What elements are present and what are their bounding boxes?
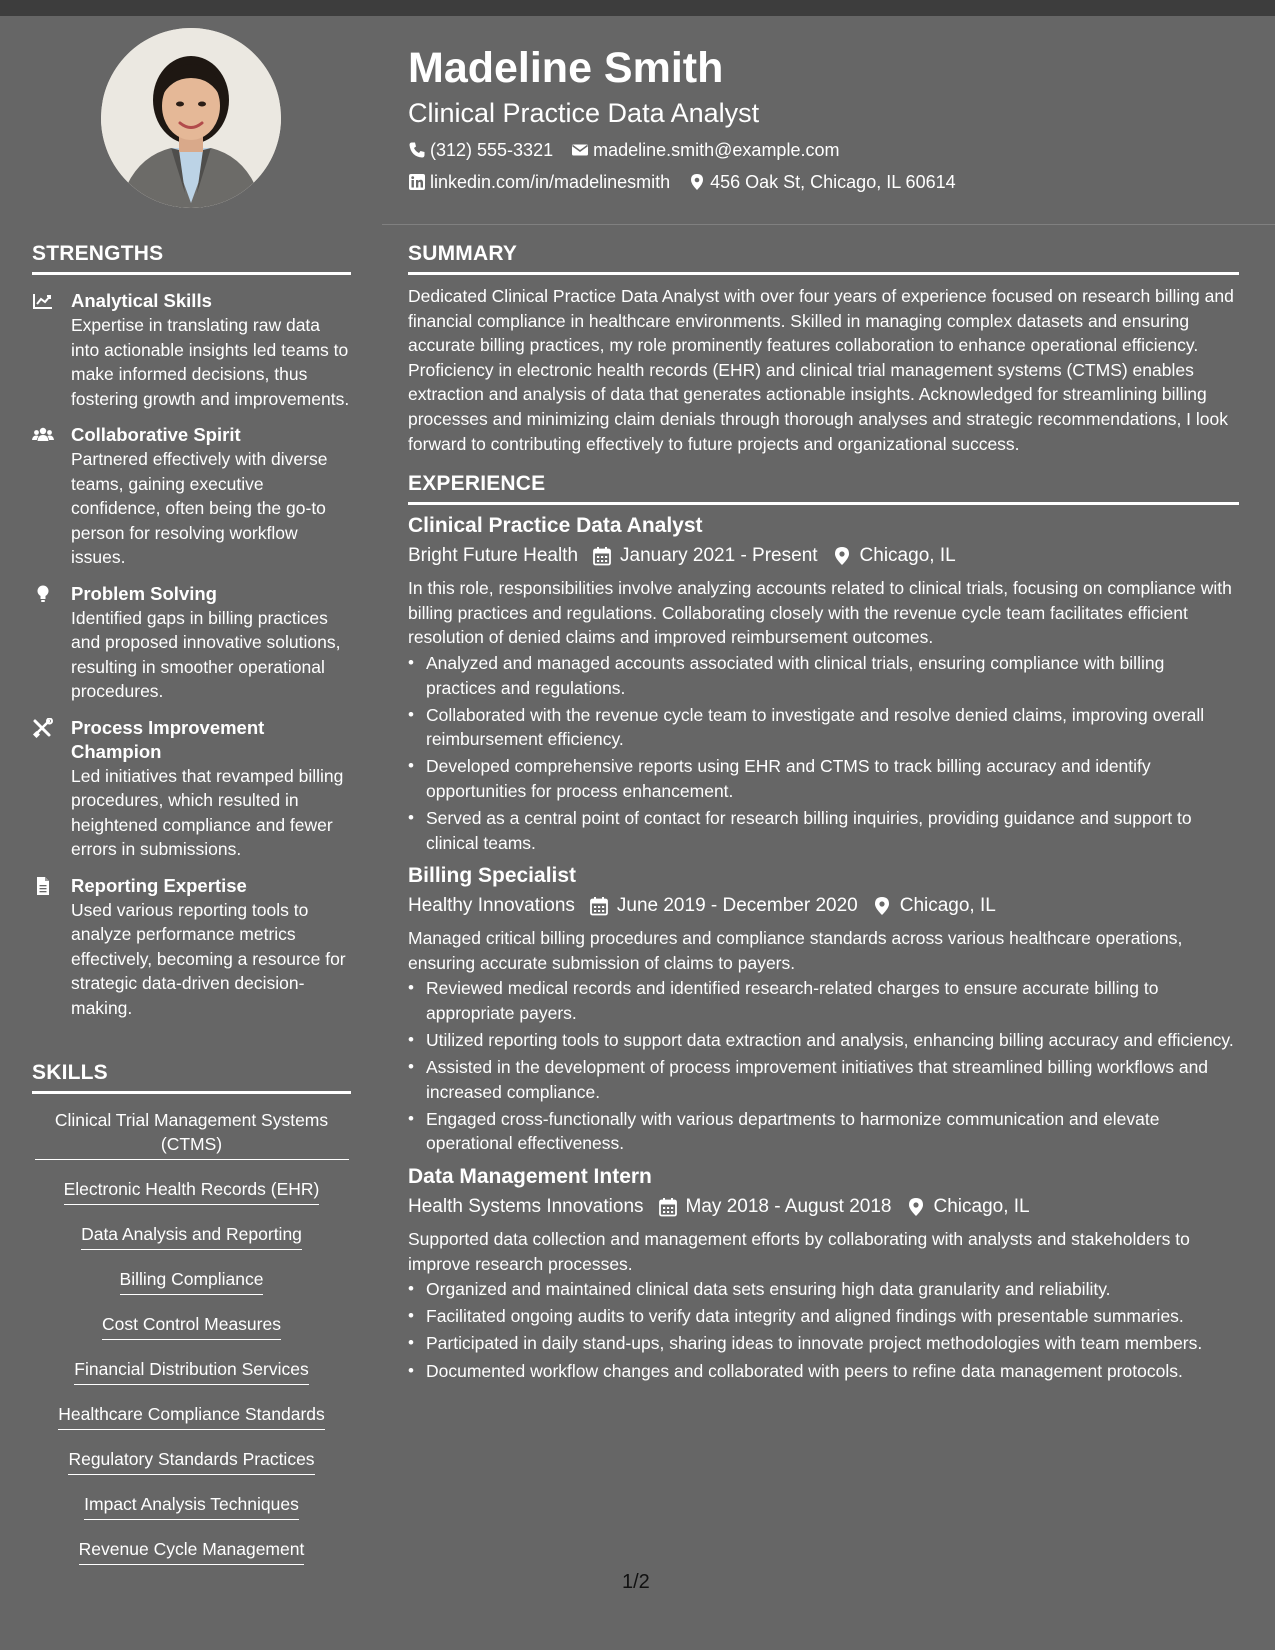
skills-list bbox=[32, 1108, 351, 1565]
job-meta bbox=[408, 892, 1239, 920]
contact-row-2 bbox=[408, 170, 1238, 194]
job-title: Billing Specialist bbox=[408, 864, 577, 888]
candidate-title: Clinical Practice Data Analyst bbox=[408, 98, 760, 128]
job-dates bbox=[592, 542, 818, 570]
skill-item bbox=[32, 1108, 351, 1160]
job-title: Clinical Practice Data Analyst bbox=[408, 514, 703, 538]
strength-description: Identified gaps in billing practices and proposed innovative solutions, resulting in smoother operational procedures. bbox=[71, 607, 341, 701]
job-company bbox=[408, 542, 578, 570]
phone-text: (312) 555-3321 bbox=[430, 140, 554, 160]
tools-icon bbox=[32, 718, 54, 738]
experience-section bbox=[408, 472, 1239, 1383]
dates-text: June 2019 - December 2020 bbox=[616, 895, 858, 917]
skill-item bbox=[32, 1267, 351, 1295]
company-name: Bright Future Health bbox=[408, 545, 579, 567]
strength-title: Reporting Expertise bbox=[71, 874, 247, 896]
skill-item bbox=[32, 1312, 351, 1340]
skill-item bbox=[32, 1537, 351, 1565]
job-dates bbox=[589, 892, 858, 920]
bullet-item: • Assisted in the development of process improvement initiatives that streamlined billing workflows and increased compliance. bbox=[408, 1055, 1239, 1104]
envelope-icon bbox=[571, 141, 589, 159]
linkedin-text: linkedin.com/in/madelinesmith bbox=[430, 172, 671, 192]
company-name: Healthy Innovations bbox=[408, 895, 575, 917]
page-number: 1/2 bbox=[622, 1571, 650, 1593]
strength-title: Analytical Skills bbox=[71, 290, 212, 311]
location-text: Chicago, IL bbox=[933, 1196, 1030, 1218]
lightbulb-icon bbox=[32, 584, 54, 604]
dates-text: January 2021 - Present bbox=[620, 545, 818, 567]
skill-item bbox=[32, 1177, 351, 1205]
email-text: madeline.smith@example.com bbox=[593, 140, 840, 160]
summary-text: Dedicated Clinical Practice Data Analyst with over four years of experience focused on research billing and financial compliance in healthcare environments. Skilled in managing complex datasets and ensuring accurate billing practices, my role prominently features collaboration to enhance operational efficiency. Proficiency in electronic health records (EHR) and clinical trial management systems (CTMS) enables extraction and analysis of data that generates actionable insights. Acknowledged for streamlining billing processes and minimizing claim denials through thorough analyses and strategic recommendations, I look forward to contributing effectively to future projects and organizational success. bbox=[408, 286, 1234, 454]
job-location bbox=[906, 1193, 1030, 1221]
phone-contact[interactable] bbox=[408, 138, 553, 162]
job-bullets bbox=[408, 976, 1239, 1156]
skill-item bbox=[32, 1357, 351, 1385]
skills-heading: SKILLS bbox=[32, 1061, 351, 1094]
skill-label: Financial Distribution Services bbox=[74, 1357, 308, 1385]
address-contact bbox=[688, 170, 956, 194]
strength-description: Led initiatives that revamped billing procedures, which resulted in heightened compliance and fewer errors in submissions. bbox=[71, 765, 344, 859]
experience-heading: EXPERIENCE bbox=[408, 472, 1239, 505]
skill-label: Healthcare Compliance Standards bbox=[58, 1402, 325, 1430]
map-marker-icon bbox=[906, 1197, 926, 1217]
strength-title: Process Improvement Champion bbox=[71, 716, 265, 762]
job-location bbox=[872, 892, 996, 920]
summary-heading: SUMMARY bbox=[408, 242, 1239, 275]
document-icon bbox=[32, 876, 54, 896]
main-column bbox=[408, 242, 1239, 1386]
bullet-item: • Served as a central point of contact for research billing inquiries, providing guidance and support to clinical teams. bbox=[408, 806, 1239, 855]
bullet-item: • Documented workflow changes and collaborated with peers to refine data management protocols. bbox=[408, 1359, 1239, 1384]
strength-description: Expertise in translating raw data into actionable insights led teams to make informed decisions, thus fostering growth and improvements. bbox=[71, 315, 350, 409]
job-bullets bbox=[408, 651, 1239, 855]
skill-item bbox=[32, 1492, 351, 1520]
skill-label: Data Analysis and Reporting bbox=[81, 1222, 302, 1250]
resume-header bbox=[408, 40, 1238, 194]
map-marker-icon bbox=[832, 546, 852, 566]
contact-row-1 bbox=[408, 138, 1238, 162]
location-text: Chicago, IL bbox=[859, 545, 956, 567]
candidate-name: Madeline Smith bbox=[408, 44, 724, 92]
strength-item bbox=[32, 716, 351, 862]
address-text: 456 Oak St, Chicago, IL 60614 bbox=[710, 172, 956, 192]
bullet-item: • Analyzed and managed accounts associated with clinical trials, ensuring compliance with billing practices and regulations. bbox=[408, 651, 1239, 700]
skill-item bbox=[32, 1402, 351, 1430]
strength-item bbox=[32, 582, 351, 704]
linkedin-contact[interactable] bbox=[408, 170, 670, 194]
skills-section bbox=[32, 1061, 351, 1582]
job-entry bbox=[408, 511, 1239, 855]
bullet-item: • Participated in daily stand-ups, sharing ideas to innovate project methodologies with team members. bbox=[408, 1331, 1239, 1356]
strength-item bbox=[32, 423, 351, 570]
job-meta bbox=[408, 542, 1239, 570]
strength-item bbox=[32, 289, 351, 411]
company-name: Health Systems Innovations bbox=[408, 1196, 644, 1218]
header-divider bbox=[382, 224, 1275, 225]
job-meta bbox=[408, 1193, 1239, 1221]
calendar-icon bbox=[589, 896, 609, 916]
strength-title: Problem Solving bbox=[71, 582, 217, 604]
strength-item bbox=[32, 874, 351, 1021]
top-bar bbox=[0, 0, 1275, 16]
job-dates bbox=[658, 1193, 892, 1221]
job-company bbox=[408, 1193, 644, 1221]
phone-icon bbox=[408, 141, 426, 159]
chart-line-icon bbox=[32, 291, 54, 311]
skill-item bbox=[32, 1222, 351, 1250]
bullet-item: • Engaged cross-functionally with various departments to harmonize communication and elevate operational effectiveness. bbox=[408, 1107, 1239, 1156]
job-company bbox=[408, 892, 575, 920]
calendar-icon bbox=[592, 546, 612, 566]
job-bullets bbox=[408, 1277, 1239, 1383]
calendar-icon bbox=[658, 1197, 678, 1217]
strengths-heading: STRENGTHS bbox=[32, 242, 351, 275]
location-text: Chicago, IL bbox=[899, 895, 996, 917]
strength-title: Collaborative Spirit bbox=[71, 424, 241, 445]
summary-section bbox=[408, 242, 1239, 456]
email-contact[interactable] bbox=[571, 138, 839, 162]
job-title: Data Management Intern bbox=[408, 1165, 652, 1189]
skill-label: Revenue Cycle Management bbox=[79, 1537, 305, 1565]
dates-text: May 2018 - August 2018 bbox=[685, 1196, 892, 1218]
map-marker-icon bbox=[688, 173, 706, 191]
skill-label: Cost Control Measures bbox=[102, 1312, 281, 1340]
job-description: Managed critical billing procedures and compliance standards across various healthcare operations, ensuring accurate submission of claims to payers. bbox=[408, 928, 1183, 973]
skill-label: Electronic Health Records (EHR) bbox=[64, 1177, 320, 1205]
bullet-item: • Reviewed medical records and identified research-related charges to ensure accurate billing to appropriate payers. bbox=[408, 976, 1239, 1025]
job-description: In this role, responsibilities involve analyzing accounts related to clinical trials, focusing on compliance with billing practices and regulations. Collaborating closely with the revenue cycle team facilitates efficient resolution of denied claims and improved reimbursement outcomes. bbox=[408, 578, 1232, 648]
strength-description: Partnered effectively with diverse teams, gaining executive confidence, often being the go-to person for resolving workflow issues. bbox=[71, 449, 328, 567]
skill-label: Billing Compliance bbox=[120, 1267, 264, 1295]
portrait-illustration bbox=[101, 28, 281, 208]
skill-label: Regulatory Standards Practices bbox=[68, 1447, 314, 1475]
bullet-item: • Developed comprehensive reports using EHR and CTMS to track billing accuracy and identify opportunities for process enhancement. bbox=[408, 754, 1239, 803]
strengths-section bbox=[32, 242, 351, 1020]
linkedin-icon bbox=[408, 173, 426, 191]
profile-photo bbox=[101, 28, 281, 208]
job-location bbox=[832, 542, 956, 570]
bullet-item: • Collaborated with the revenue cycle team to investigate and resolve denied claims, improving overall reimbursement efficiency. bbox=[408, 703, 1239, 752]
job-description: Supported data collection and management efforts by collaborating with analysts and stakeholders to improve research processes. bbox=[408, 1229, 1190, 1274]
map-marker-icon bbox=[872, 896, 892, 916]
skill-label: Clinical Trial Management Systems (CTMS) bbox=[35, 1108, 349, 1160]
job-entry bbox=[408, 861, 1239, 1156]
bullet-item: • Facilitated ongoing audits to verify data integrity and aligned findings with presentable summaries. bbox=[408, 1304, 1239, 1329]
job-entry bbox=[408, 1162, 1239, 1383]
strength-description: Used various reporting tools to analyze performance metrics effectively, becoming a resource for strategic data-driven decision-making. bbox=[71, 899, 346, 1018]
skill-label: Impact Analysis Techniques bbox=[84, 1492, 299, 1520]
users-icon bbox=[32, 425, 54, 445]
bullet-item: • Organized and maintained clinical data sets ensuring high data granularity and reliability. bbox=[408, 1277, 1239, 1302]
bullet-item: • Utilized reporting tools to support data extraction and analysis, enhancing billing accuracy and efficiency. bbox=[408, 1028, 1239, 1053]
skill-item bbox=[32, 1447, 351, 1475]
